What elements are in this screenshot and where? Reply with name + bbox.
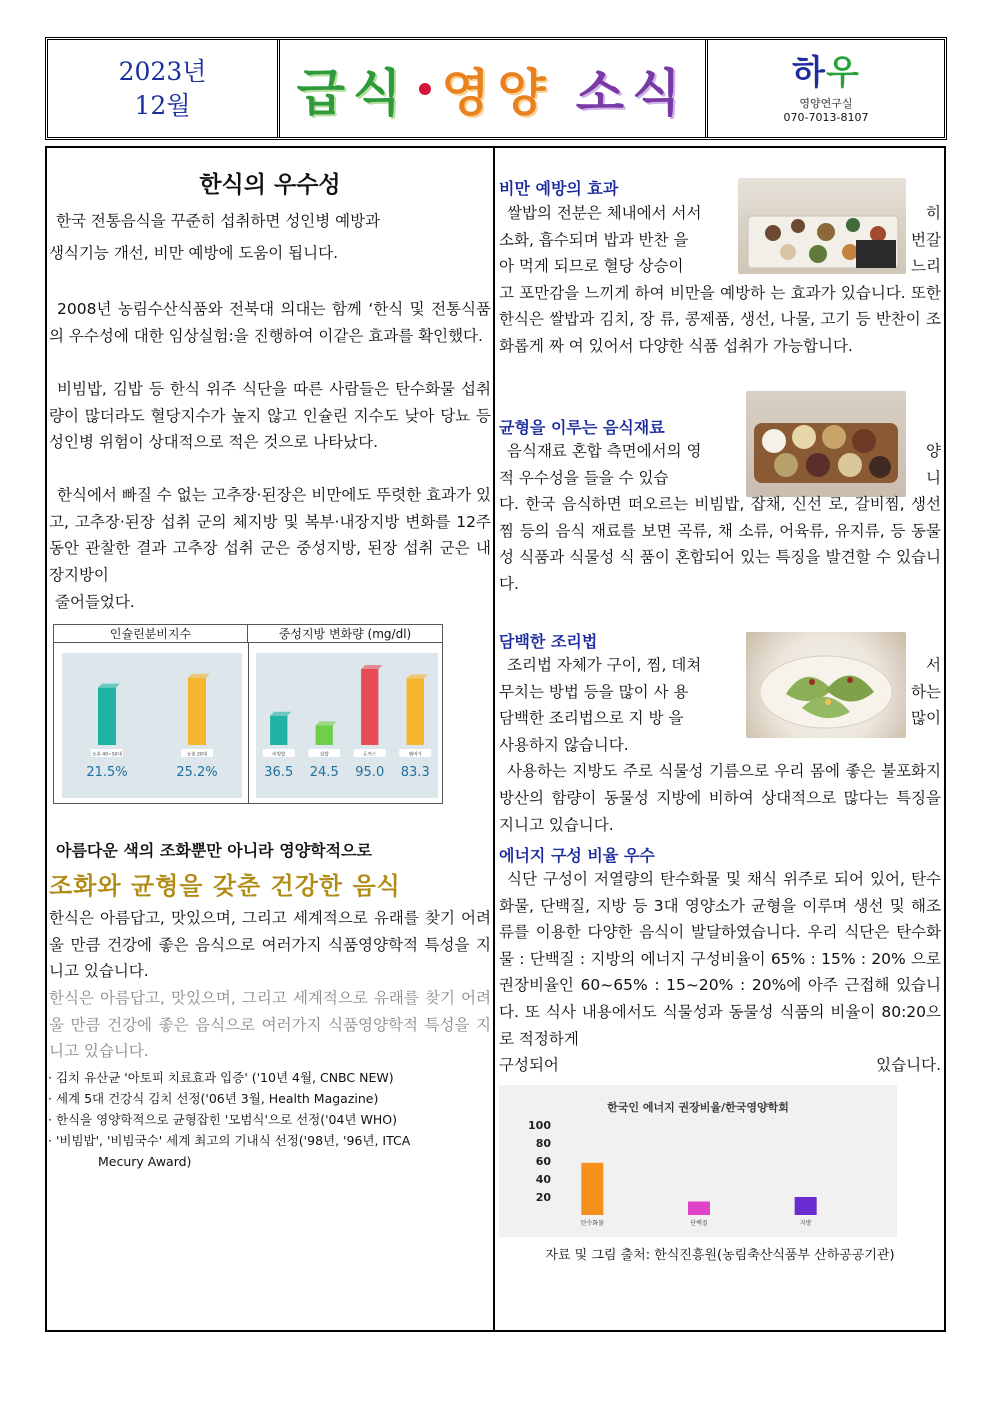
sauce-paragraph: 한식에서 빠질 수 없는 고추장·된장은 비만에도 뚜렷한 효과가 있고, 고추장·된장 섭취 군의 체지방 및 복부·내장지방 변화를 12주 동안 관찰한 결과 고추장 섭취 군은 중성지방, 된장 섭취 군은 내장지방이 [49, 486, 491, 584]
hansik-paragraph-repeat: 한식은 아름답고, 맛있으며, 그리고 세계적으로 유래를 찾기 어려울 만큼 건강에 좋은 음식으로 여러가지 식품영양학적 특성을 지니고 있습니다. [49, 989, 491, 1061]
section-ingredients-text [499, 438, 941, 598]
title-part-news: 소식 [575, 63, 689, 122]
value-label: 83.3 [400, 765, 430, 780]
title-box [280, 40, 708, 137]
chart-bar [361, 669, 378, 745]
category-label: 지방 [799, 1220, 812, 1227]
chart-bar [688, 1202, 710, 1216]
org-name: 영양연구실 [799, 96, 853, 110]
category-label: 비빔밥 [272, 752, 286, 758]
title-part-meal: 급식 [296, 63, 410, 122]
diet-paragraph: 비빔밥, 김밥 등 한식 위주 식단을 따른 사람들은 탄수화물 섭취량이 많더라도 혈당지수가 높지 않고 인슐린 지수도 낮아 당뇨 등 성인병 위험이 상대적으로 적은 것으로 나타났다. [49, 380, 491, 452]
award-item-cont: Mecury Award) [98, 1154, 192, 1169]
org-phone: 070-7013-8107 [783, 110, 869, 124]
s3-line: 사용하는 지방도 주로 식물성 기름으로 우리 몸에 좋은 불포화지방산의 함량이 동물성 지방에 비하여 상대적으로 많다는 특징을 지니고 있습니다. [499, 762, 941, 834]
section-energy-text: 식단 구성이 저열량의 탄수화물 및 채식 위주로 되어 있어, 탄수화물, 단백질, 지방 등 3대 영양소가 균형을 이루며 생선 및 해조류를 이용한 다양한 음식이 발달하였습니다. 우리 식단은 탄수화물 : 단백질 : 지방의 에너지 구성비율이 65% : 15% : 20% 으로 권장비율인 60~65% : 15~20% : 20%에 아주 근접해 있습니다. 또 식사 내용에서도 식물성과 동물성 식품의 비율이 80:20으로 적정하게 [499, 870, 941, 1048]
s1-line: 느리 [911, 257, 941, 276]
sub-heading: 아름다운 색의 조화뿐만 아니라 영양학적으로 [56, 841, 372, 860]
awards-list [48, 1067, 490, 1172]
s1-line: 아 먹게 되므로 혈당 상승이 [499, 257, 684, 276]
value-label: 36.5 [264, 765, 294, 780]
category-label: 농촌 40~50대 [92, 752, 122, 758]
award-item: · 세계 5대 건강식 김치 선정('06년 3월, Health Magazine) [48, 1091, 379, 1106]
section-obesity-title: 비만 예방의 효과 [499, 179, 619, 198]
section-energy-end [499, 1052, 941, 1079]
fat-insulin-chart-box [53, 624, 443, 804]
chart-split-line [248, 643, 249, 803]
s1-line: 번갈 [911, 230, 941, 249]
energy-chart-title: 한국인 에너지 권장비율/한국영양학회 [607, 1101, 789, 1114]
sauce-paragraph-end: 줄어들었다. [55, 593, 135, 611]
newsletter-header [45, 37, 947, 140]
s1-line: 히 [926, 204, 941, 222]
org-box [708, 40, 944, 137]
study-paragraph: 2008년 농림수산식품와 전북대 의대는 함께 ‘한식 및 전통식품의 우수성에 대한 임상실험:을 진행하여 이같은 효과를 확인했다. [49, 300, 491, 345]
y-tick-label: 20 [535, 1191, 551, 1204]
category-label: 탄수화물 [580, 1220, 604, 1227]
chart-bar [795, 1197, 817, 1215]
y-tick-label: 40 [535, 1173, 551, 1186]
chart-bar [188, 678, 206, 745]
energy-ratio-chart-box [499, 1085, 897, 1237]
category-label: 김밥 [319, 752, 329, 758]
award-item: · '비빔밥', '비빔국수' 세계 최고의 기내식 선정('98년, '96년, ITCA [48, 1133, 411, 1148]
value-label: 21.5% [86, 765, 128, 780]
energy-end-right: 있습니다. [876, 1056, 941, 1074]
s3-line: 많이 [911, 709, 941, 728]
s1-line: 쌀밥의 전분은 체내에서 서서 [507, 204, 702, 222]
title-dot [419, 83, 431, 95]
s1-line: 고 포만감을 느끼게 하여 비만을 예방하 는 효과가 있습니다. 또한 한식은 쌀밥과 김치, 장 류, 콩제품, 생선, 나물, 고기 등 반찬이 조화롭게 짜 여 있어서 다양한 식품 섭취가 가능합니다. [499, 283, 941, 355]
value-label: 25.2% [176, 765, 218, 780]
category-label: 돈까스 [363, 752, 377, 758]
s2-line: 다. 한국 음식하면 떠오르는 비빔밥, 잡채, 신선 로, 갈비찜, 생선찜 등의 음식 재료를 보면 곡류, 채 소류, 어육류, 유지류, 등 동물성 식품과 식물성 식 품이 혼합되어 있는 특징을 발견할 수 있습니다. [499, 495, 941, 593]
section-obesity-text [499, 200, 941, 360]
y-tick-label: 80 [535, 1137, 551, 1150]
y-tick-label: 100 [528, 1119, 551, 1132]
s3-line: 담백한 조리법으로 지 방 을 [499, 709, 684, 728]
column-divider [493, 146, 495, 1332]
s3-line: 무치는 방법 등을 많이 사 용 [499, 682, 689, 701]
intro-line-1: 한국 전통음식을 꾸준히 섭취하면 성인병 예방과 [56, 212, 381, 230]
org-logo: 하우 [792, 52, 860, 93]
category-label: 농촌 20대 [186, 752, 208, 758]
chart-bar [270, 716, 287, 745]
s2-line: 적 우수성을 들을 수 있습 [499, 468, 669, 487]
category-label: 단백질 [690, 1220, 708, 1227]
award-item: · 한식을 영양학적으로 균형잡힌 '모범식'으로 선정('04년 WHO) [48, 1112, 397, 1127]
award-item: · 김치 유산균 '아토피 치료효과 입증' ('10년 4월, CNBC NEW) [48, 1070, 394, 1085]
date-box [48, 40, 280, 137]
s2-line: 니 [926, 468, 941, 487]
value-label: 95.0 [355, 765, 385, 780]
chart-bar [98, 688, 116, 745]
energy-ratio-chart [499, 1115, 897, 1233]
intro-line-2: 생식기능 개선, 비만 예방에 도움이 됩니다. [49, 244, 339, 262]
s3-line: 사용하지 않습니다. [499, 735, 629, 754]
insulin-chart [62, 653, 242, 798]
s2-line: 양 [926, 442, 941, 460]
fat-change-chart [256, 653, 438, 798]
source-caption: 자료 및 그림 출처: 한식진흥원(농림축산식품부 산하공공기관) [545, 1248, 895, 1263]
s3-line: 하는 [911, 682, 941, 701]
hansik-paragraph: 한식은 아름답고, 맛있으며, 그리고 세계적으로 유래를 찾기 어려울 만큼 건강에 좋은 음식으로 여러가지 식품영양학적 특성을 지니고 있습니다. [49, 909, 491, 981]
s3-line: 서 [926, 656, 941, 674]
section-cooking-text [499, 652, 941, 838]
s3-line: 조리법 자체가 구이, 찜, 데쳐 [507, 656, 702, 674]
section-cooking-title: 담백한 조리법 [499, 632, 598, 651]
newsletter-title [297, 53, 689, 125]
y-tick-label: 60 [535, 1155, 551, 1168]
s1-line: 소화, 흡수되며 밥과 반찬 을 [499, 230, 689, 249]
chart-bar [316, 725, 333, 745]
section-ingredients-title: 균형을 이루는 음식재료 [499, 418, 665, 437]
headline: 조화와 균형을 갖춘 건강한 음식 [49, 872, 401, 900]
energy-end-left: 구성되어 [499, 1056, 559, 1074]
section-heading: 한식의 우수성 [199, 172, 341, 198]
s2-line: 음식재료 혼합 측면에서의 영 [507, 442, 702, 460]
title-part-nutrition: 영양 [441, 63, 554, 122]
chart-bar [407, 678, 424, 745]
value-label: 24.5 [309, 765, 339, 780]
category-label: 햄버거 [408, 752, 422, 758]
month-text: 12월 [134, 90, 191, 120]
year-text: 2023년 [118, 56, 207, 86]
section-energy-title: 에너지 구성 비율 우수 [499, 846, 655, 865]
insulin-chart-title: 인슐린분비지수 [54, 625, 248, 643]
chart-bar [581, 1163, 603, 1215]
fat-chart-title: 중성지방 변화량 (mg/dl) [248, 625, 442, 643]
